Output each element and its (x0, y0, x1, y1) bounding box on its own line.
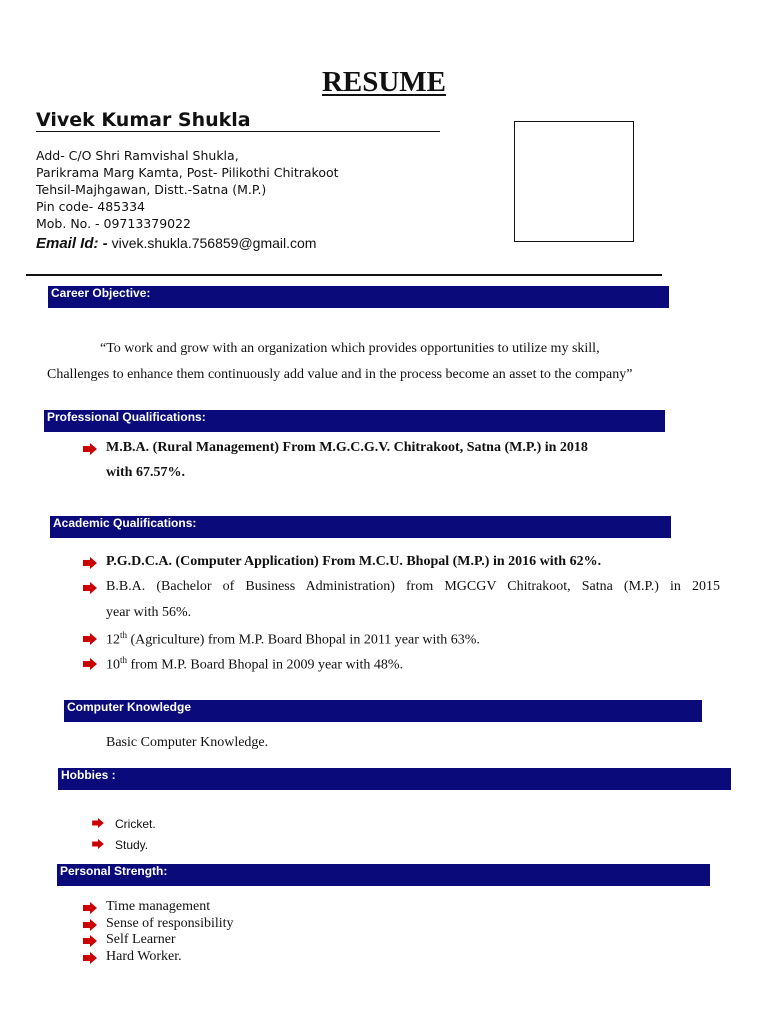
page-title: RESUME (321, 66, 447, 98)
twelfth-number: 12 (106, 632, 120, 648)
right-arrow-icon (92, 839, 104, 849)
twelfth-suffix: th (120, 630, 128, 640)
professional-qualifications-heading: Professional Qualifications: (44, 410, 665, 432)
tenth-number: 10 (106, 657, 120, 673)
pin-code: Pin code- 485334 (36, 199, 145, 214)
twelfth-details: (Agriculture) from M.P. Board Bhopal in 2011 year with 63%. (127, 632, 480, 648)
computer-knowledge-heading: Computer Knowledge (64, 700, 702, 722)
personal-strength-heading: Personal Strength: (57, 864, 710, 886)
pgdca-item: P.G.D.C.A. (Computer Application) From M.C.U. Bhopal (M.P.) in 2016 with 62%. (106, 554, 602, 569)
address-line-3: Tehsil-Majhgawan, Distt.-Satna (M.P.) (36, 182, 267, 197)
twelfth-item (106, 630, 480, 649)
right-arrow-icon (83, 582, 97, 594)
right-arrow-icon (83, 952, 97, 964)
right-arrow-icon (83, 443, 97, 455)
email-row (36, 235, 316, 252)
tenth-details: from M.P. Board Bhopal in 2009 year with 48%. (127, 657, 404, 673)
right-arrow-icon (83, 658, 97, 670)
computer-knowledge-text: Basic Computer Knowledge. (106, 735, 269, 750)
tenth-item (106, 655, 403, 674)
hobby-item: Cricket. (115, 817, 156, 831)
mobile-number: Mob. No. - 09713379022 (36, 216, 192, 231)
career-objective-line-1: “To work and grow with an organization which provides opportunities to utilize my skill, (100, 341, 600, 356)
address-line-2: Parikrama Marg Kamta, Post- Pilikothi Chitrakoot (36, 165, 339, 180)
right-arrow-icon (83, 633, 97, 645)
header-divider (26, 274, 662, 276)
right-arrow-icon (83, 557, 97, 569)
academic-qualifications-heading: Academic Qualifications: (50, 516, 671, 538)
strength-item: Sense of responsibility (106, 916, 234, 931)
photo-placeholder (514, 121, 634, 242)
bba-line-2: year with 56%. (106, 605, 192, 620)
strength-item: Hard Worker. (106, 949, 182, 964)
email-label: Email Id: - (36, 235, 108, 252)
strength-item: Time management (106, 899, 211, 914)
address-line-1: Add- C/O Shri Ramvishal Shukla, (36, 148, 239, 163)
strength-item: Self Learner (106, 932, 176, 947)
bba-line-1: B.B.A. (Bachelor of Business Administration) from MGCGV Chitrakoot, Satna (M.P.) in 2015 (106, 579, 720, 594)
email-address[interactable]: vivek.shukla.756859@gmail.com (111, 235, 317, 251)
career-objective-line-2: Challenges to enhance them continuously add value and in the process become an asset to the company” (47, 367, 633, 382)
hobby-item: Study. (115, 838, 149, 852)
right-arrow-icon (83, 919, 97, 931)
mba-line-1: M.B.A. (Rural Management) From M.G.C.G.V. Chitrakoot, Satna (M.P.) in 2018 (106, 440, 588, 455)
right-arrow-icon (83, 935, 97, 947)
tenth-suffix: th (120, 655, 128, 665)
candidate-name: Vivek Kumar Shukla (36, 110, 440, 132)
right-arrow-icon (83, 902, 97, 914)
mba-line-2: with 67.57%. (106, 465, 185, 480)
right-arrow-icon (92, 818, 104, 828)
hobbies-heading: Hobbies : (58, 768, 731, 790)
career-objective-heading: Career Objective: (48, 286, 669, 308)
